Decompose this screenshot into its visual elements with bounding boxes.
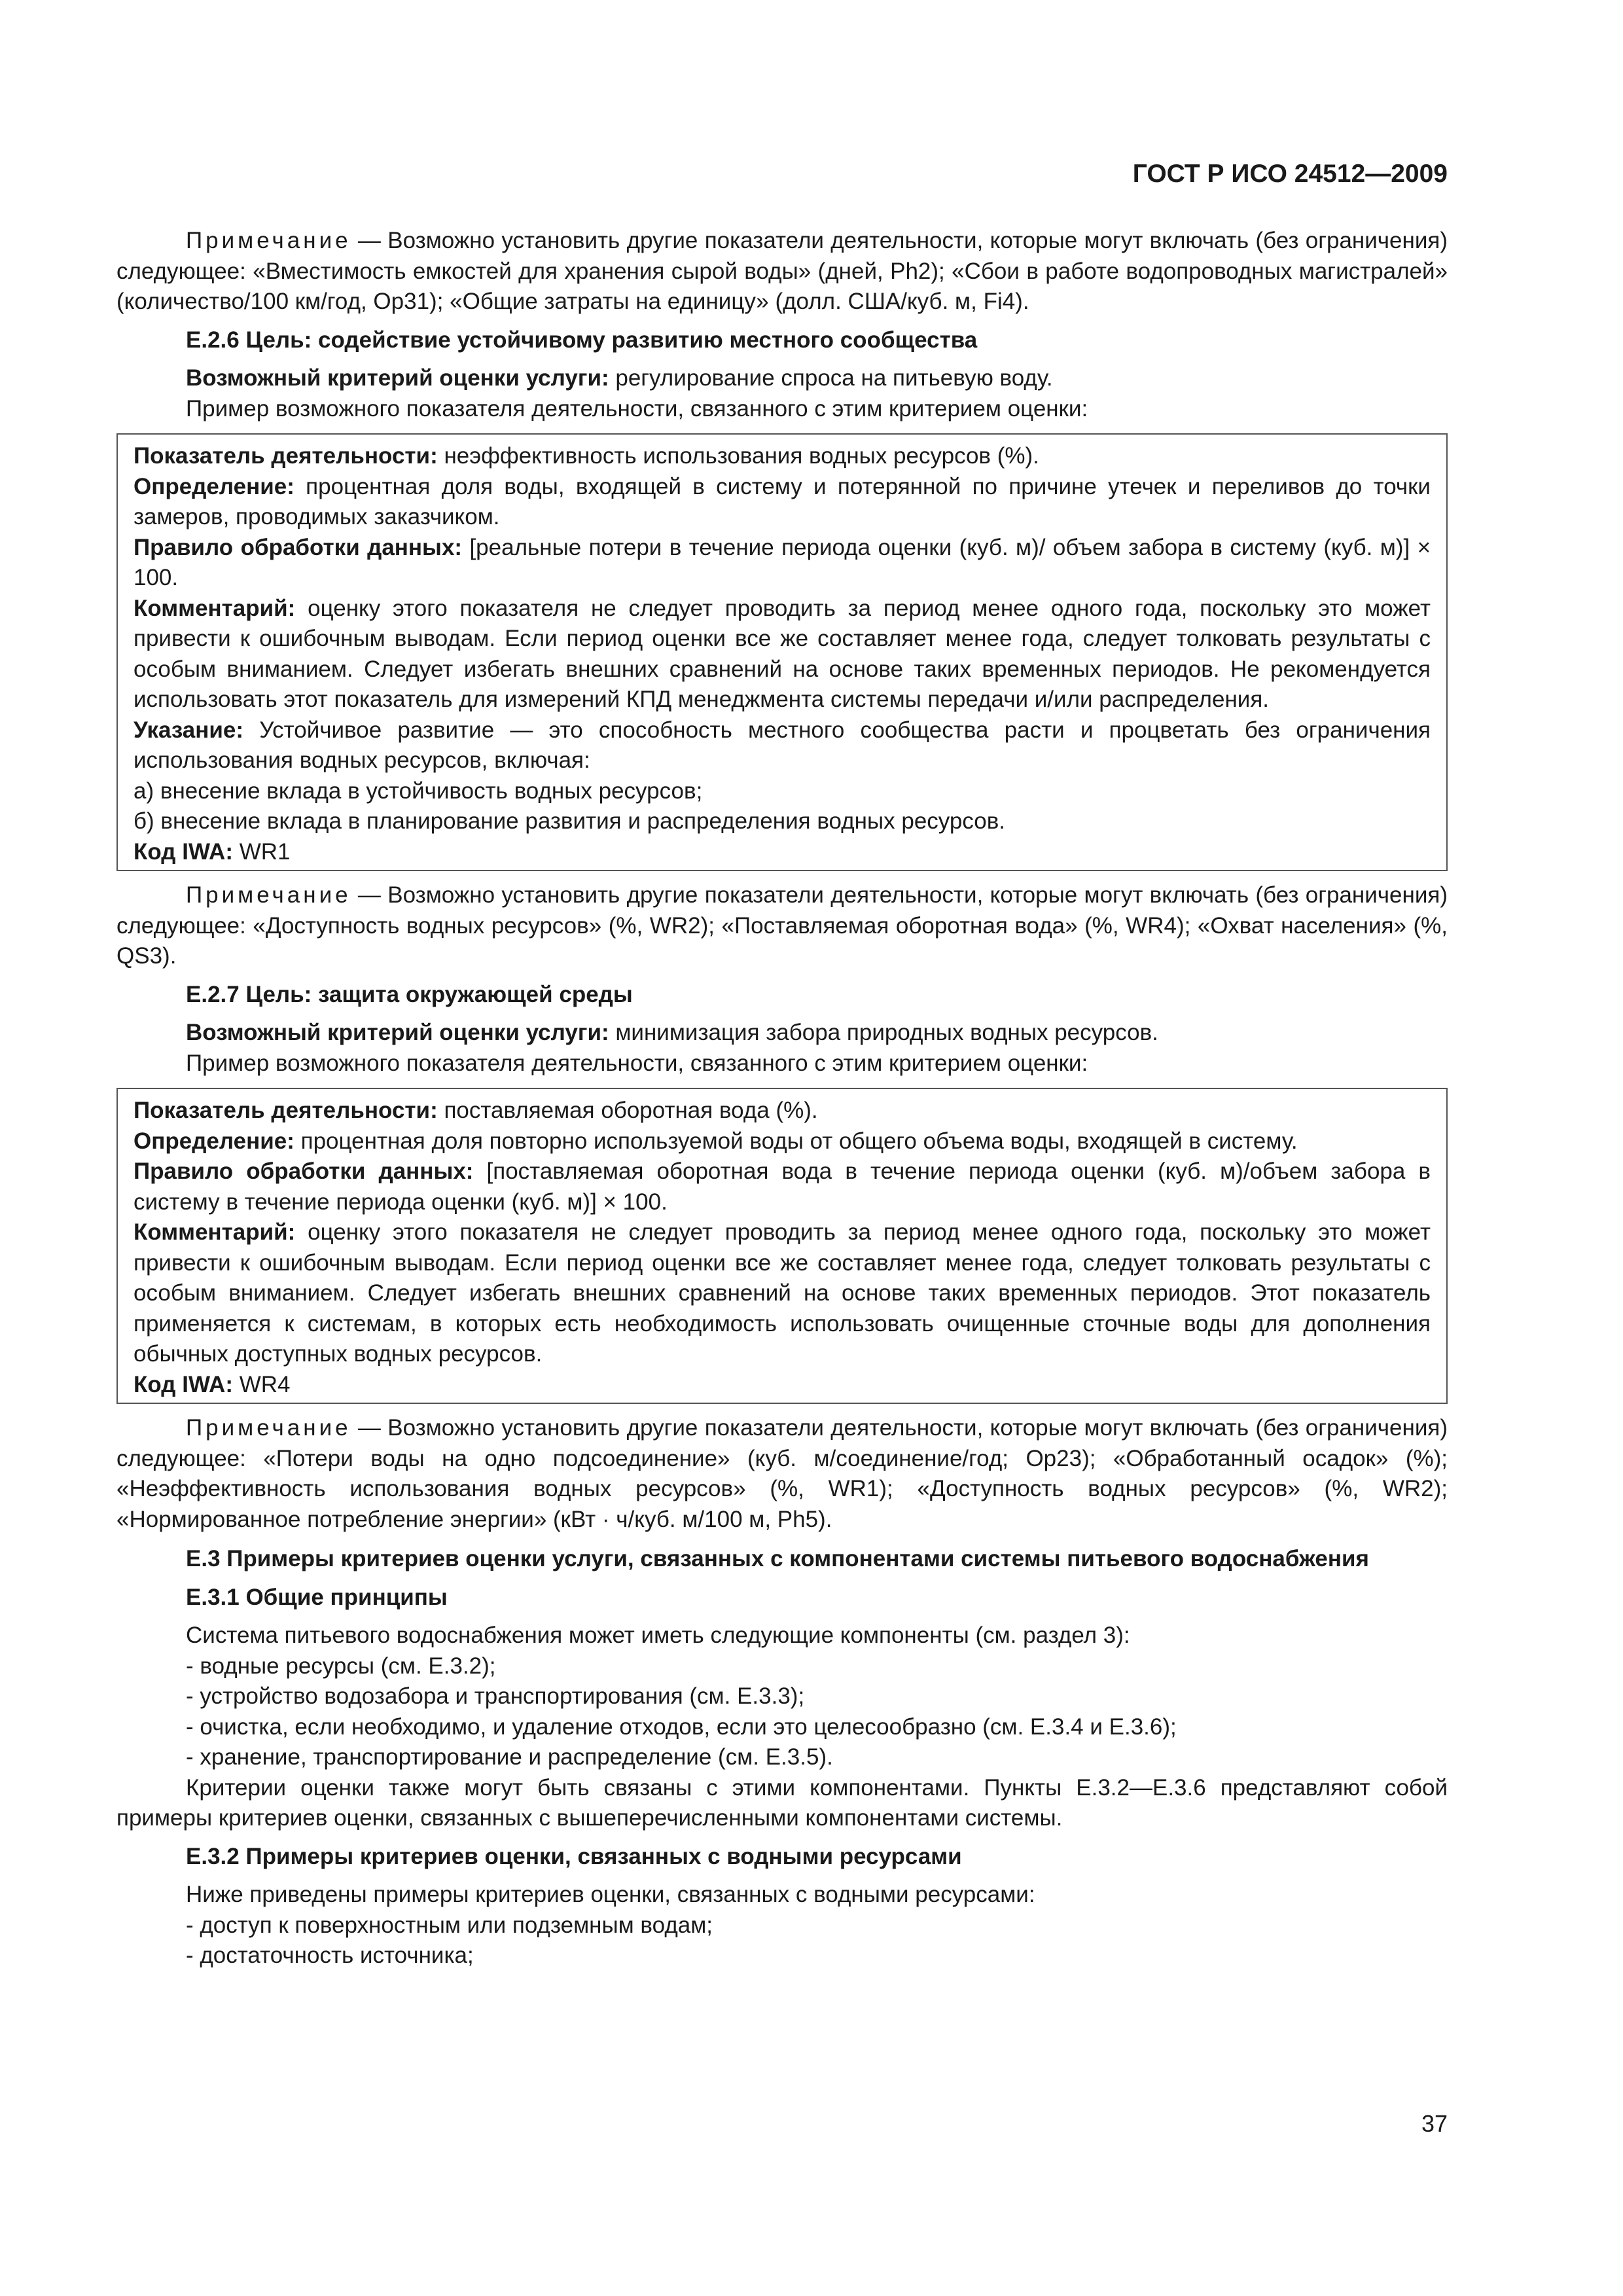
section-heading-e26: Е.2.6 Цель: содействие устойчивому развитию местного сообщества bbox=[186, 327, 978, 353]
list-item: - достаточность источника; bbox=[186, 1943, 474, 1968]
iwa-code: WR4 bbox=[232, 1371, 291, 1397]
indicator-box-wr1 bbox=[116, 433, 1448, 871]
page-number: 37 bbox=[1421, 2110, 1448, 2137]
section-heading-e27: Е.2.7 Цель: защита окружающей среды bbox=[186, 981, 633, 1007]
note-label: Примечание bbox=[186, 1415, 351, 1441]
example-intro-e27: Пример возможного показателя деятельности, связанного с этим критерием оценки: bbox=[186, 1050, 1088, 1076]
definition-text: процентная доля воды, входящей в систему и потерянной по причине утечек и переливов до точки замеров, проводимых заказчиком. bbox=[134, 473, 1431, 529]
note-text: — Возможно установить другие показатели деятельности, которые могут включать (без ограничения) следующее: «Вместимость емкостей для хранения сырой воды» (дней, Ph2); «Сбои в работе водопроводных магистралей» (количество/100 км/год, Op31); «Общие затраты на единицу» (долл. США/куб. м, Fi4). bbox=[116, 228, 1448, 314]
note-paragraph-2 bbox=[116, 880, 1448, 972]
section-heading-e32: Е.3.2 Примеры критериев оценки, связанных с водными ресурсами bbox=[186, 1843, 962, 1869]
note-text: — Возможно установить другие показатели деятельности, которые могут включать (без ограничения) следующее: «Доступность водных ресурсов» (%, WR2); «Поставляемая оборотная вода» (%, WR4); «Охват населения» (%, QS3). bbox=[116, 882, 1448, 969]
iwa-label: Код IWA: bbox=[134, 1371, 233, 1397]
rule-label: Правило обработки данных: bbox=[134, 534, 463, 560]
list-item: - доступ к поверхностным или подземным водам; bbox=[186, 1912, 713, 1938]
section-heading-e31: Е.3.1 Общие принципы bbox=[186, 1584, 448, 1610]
rule-line bbox=[134, 533, 1431, 594]
indicator-label: Показатель деятельности: bbox=[134, 1098, 438, 1123]
list-item-a: а) внесение вклада в устойчивость водных ресурсов; bbox=[134, 778, 703, 804]
definition-label: Определение: bbox=[134, 473, 294, 499]
indicator-box-wr4 bbox=[116, 1088, 1448, 1404]
note-paragraph-1 bbox=[116, 226, 1448, 317]
document-page bbox=[116, 0, 1448, 2296]
water-resources-list bbox=[116, 1910, 1448, 1971]
iwa-code: WR1 bbox=[232, 838, 291, 865]
note-label: Примечание bbox=[186, 882, 351, 908]
components-list bbox=[116, 1651, 1448, 1773]
rule-text: [поставляемая оборотная вода в течение периода оценки (куб. м)/объем забора в систему в течение периода оценки (куб. м)] × 100. bbox=[134, 1158, 1431, 1215]
components-intro: Система питьевого водоснабжения может иметь следующие компоненты (см. раздел 3): bbox=[186, 1623, 1130, 1648]
comment-line bbox=[134, 1217, 1431, 1370]
note-paragraph-3 bbox=[116, 1413, 1448, 1535]
water-resources-intro: Ниже приведены примеры критериев оценки, связанных с водными ресурсами: bbox=[186, 1882, 1035, 1907]
criterion-label: Возможный критерий оценки услуги: bbox=[186, 1020, 609, 1045]
definition-line bbox=[134, 1126, 1431, 1157]
indicator-label: Показатель деятельности: bbox=[134, 443, 438, 469]
list-item: - водные ресурсы (см. Е.3.2); bbox=[186, 1653, 496, 1679]
guidance-line bbox=[134, 715, 1431, 776]
criterion-text: регулирование спроса на питьевую воду. bbox=[609, 365, 1053, 391]
comment-text: оценку этого показателя не следует проводить за период менее одного года, поскольку это может привести к ошибочным выводам. Если период оценки все же составляет менее года, следует толковать результаты с особым вниманием. Следует избегать внешних сравнений на основе таких временных периодов. Этот показатель применяется к системам, в которых есть необходимость использовать очищенные сточные воды для дополнения обычных доступных водных ресурсов. bbox=[134, 1219, 1431, 1367]
rule-line bbox=[134, 1157, 1431, 1217]
criterion-text: минимизация забора природных водных ресурсов. bbox=[609, 1020, 1158, 1045]
list-item: - хранение, транспортирование и распределение (см. Е.3.5). bbox=[186, 1744, 833, 1770]
guidance-label: Указание: bbox=[134, 717, 244, 743]
rule-text: [реальные потери в течение периода оценки (куб. м)/ объем забора в систему (куб. м)] × 100. bbox=[134, 534, 1431, 590]
iwa-label: Код IWA: bbox=[134, 838, 233, 865]
iwa-code-line bbox=[134, 837, 1431, 868]
comment-text: оценку этого показателя не следует проводить за период менее одного года, поскольку это может привести к ошибочным выводам. Если период оценки все же составляет менее года, следует толковать результаты с особым вниманием. Следует избегать внешних сравнений на основе таких временных периодов. Не рекомендуется использовать этот показатель для измерений КПД менеджмента системы передачи и/или распределения. bbox=[134, 595, 1431, 712]
indicator-text: неэффективность использования водных ресурсов (%). bbox=[437, 443, 1039, 469]
definition-line bbox=[134, 472, 1431, 533]
page-content bbox=[116, 226, 1448, 1971]
example-intro-e26: Пример возможного показателя деятельности, связанного с этим критерием оценки: bbox=[186, 395, 1088, 422]
guidance-text: Устойчивое развитие — это способность местного сообщества расти и процветать без ограничения использования водных ресурсов, включая: bbox=[134, 717, 1431, 773]
criterion-line-e26 bbox=[116, 363, 1448, 394]
indicator-text: поставляемая оборотная вода (%). bbox=[437, 1098, 818, 1123]
list-item: - устройство водозабора и транспортирования (см. Е.3.3); bbox=[186, 1683, 805, 1709]
definition-label: Определение: bbox=[134, 1128, 294, 1154]
components-closing: Критерии оценки также могут быть связаны с этими компонентами. Пункты Е.3.2—Е.3.6 представляют собой примеры критериев оценки, связанных с вышеперечисленными компонентами системы. bbox=[116, 1774, 1448, 1831]
indicator-line bbox=[134, 441, 1431, 472]
document-header: ГОСТ Р ИСО 24512—2009 bbox=[1132, 160, 1448, 188]
list-item-b: б) внесение вклада в планирование развития и распределения водных ресурсов. bbox=[134, 808, 1006, 834]
comment-label: Комментарий: bbox=[134, 595, 296, 621]
note-text: — Возможно установить другие показатели деятельности, которые могут включать (без ограничения) следующее: «Потери воды на одно подсоединение» (куб. м/соединение/год; Op23); «Обработанный осадок» (%); «Неэффективность использования водных ресурсов» (%, WR1); «Доступность водных ресурсов» (%, WR2); «Нормированное потребление энергии» (кВт · ч/куб. м/100 м, Ph5). bbox=[116, 1415, 1448, 1532]
comment-label: Комментарий: bbox=[134, 1219, 296, 1245]
rule-label: Правило обработки данных: bbox=[134, 1158, 474, 1184]
criterion-label: Возможный критерий оценки услуги: bbox=[186, 365, 609, 391]
iwa-code-line bbox=[134, 1370, 1431, 1401]
section-heading-e3: Е.3 Примеры критериев оценки услуги, связанных с компонентами системы питьевого водоснабжения bbox=[186, 1546, 1369, 1571]
comment-line bbox=[134, 594, 1431, 715]
definition-text: процентная доля повторно используемой воды от общего объема воды, входящей в систему. bbox=[294, 1128, 1298, 1154]
list-item: - очистка, если необходимо, и удаление отходов, если это целесообразно (см. Е.3.4 и Е.3.6); bbox=[186, 1713, 1177, 1740]
criterion-line-e27 bbox=[116, 1018, 1448, 1049]
note-label: Примечание bbox=[186, 228, 351, 253]
indicator-line bbox=[134, 1096, 1431, 1126]
